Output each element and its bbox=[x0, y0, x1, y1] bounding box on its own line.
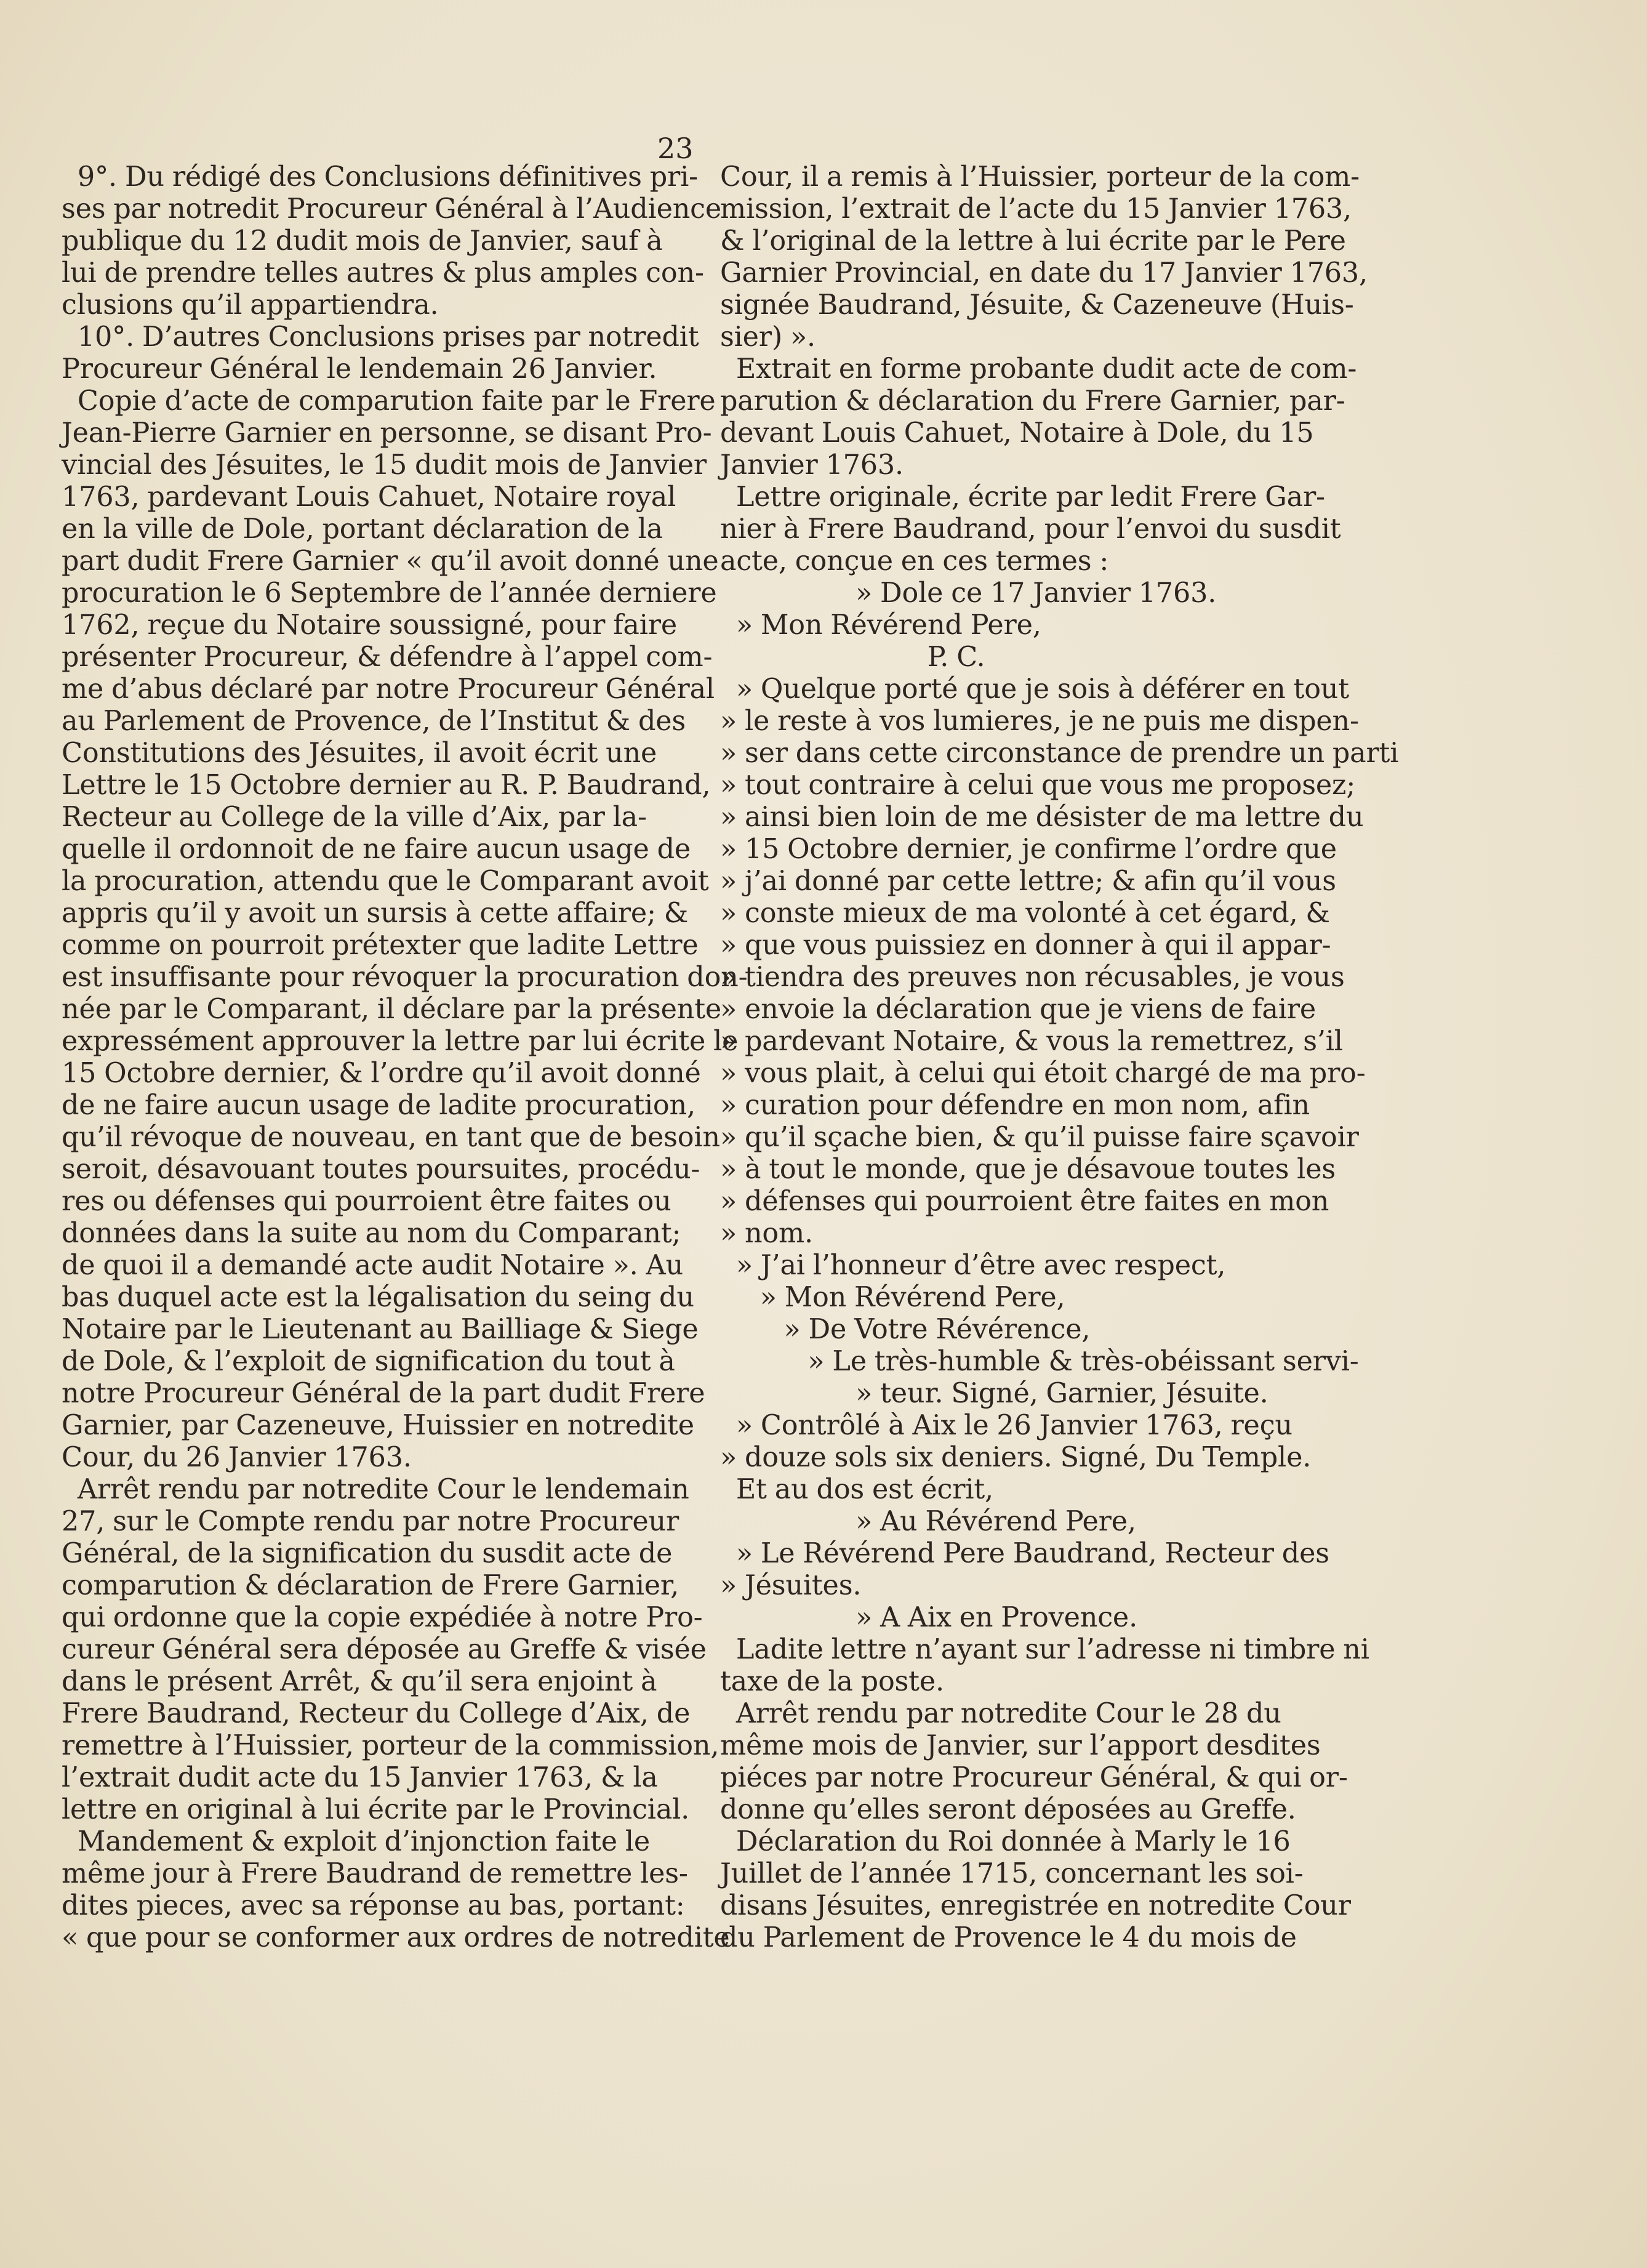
text-line: nier à Frere Baudrand, pour l’envoi du susdit bbox=[720, 513, 1341, 545]
text-line: 27, sur le Compte rendu par notre Procureur bbox=[62, 1506, 679, 1537]
text-line: » 15 Octobre dernier, je confirme l’ordre que bbox=[720, 834, 1337, 865]
text-line: dites pieces, avec sa réponse au bas, portant: bbox=[62, 1890, 685, 1921]
text-line: » tiendra des preuves non récusables, je vous bbox=[720, 962, 1345, 993]
text-line: Lettre originale, écrite par ledit Frere Gar- bbox=[720, 481, 1325, 513]
text-line: Recteur au College de la ville d’Aix, par la- bbox=[62, 802, 647, 833]
text-line: » Au Révérend Pere, bbox=[720, 1506, 1136, 1537]
text-line: » Le très-humble & très-obéissant servi- bbox=[720, 1346, 1359, 1377]
text-line: 1763, pardevant Louis Cahuet, Notaire royal bbox=[62, 481, 676, 513]
text-line: Notaire par le Lieutenant au Bailliage & Siege bbox=[62, 1314, 699, 1345]
left-column bbox=[62, 161, 748, 1954]
text-line: Jean-Pierre Garnier en personne, se disant Pro- bbox=[62, 417, 712, 449]
text-line: me d’abus déclaré par notre Procureur Général bbox=[62, 674, 715, 705]
text-line: Cour, il a remis à l’Huissier, porteur de la com- bbox=[720, 161, 1360, 193]
text-line: bas duquel acte est la légalisation du seing du bbox=[62, 1282, 694, 1313]
text-line: données dans la suite au nom du Comparant; bbox=[62, 1218, 681, 1249]
text-line: piéces par notre Procureur Général, & qui or- bbox=[720, 1762, 1348, 1793]
text-line: Juillet de l’année 1715, concernant les soi- bbox=[720, 1858, 1304, 1889]
text-line: » tout contraire à celui que vous me proposez; bbox=[720, 770, 1356, 801]
text-line: Extrait en forme probante dudit acte de com- bbox=[720, 353, 1357, 385]
text-line: 10°. D’autres Conclusions prises par notredit bbox=[62, 321, 699, 353]
text-line: 1762, reçue du Notaire soussigné, pour faire bbox=[62, 609, 677, 641]
text-line: » Mon Révérend Pere, bbox=[720, 609, 1041, 641]
text-line: Garnier, par Cazeneuve, Huissier en notredite bbox=[62, 1410, 694, 1441]
text-line: Constitutions des Jésuites, il avoit écrit une bbox=[62, 738, 657, 769]
text-line: » j’ai donné par cette lettre; & afin qu’il vous bbox=[720, 866, 1336, 897]
text-line: « que pour se conformer aux ordres de notredite bbox=[62, 1922, 730, 1953]
text-line: » curation pour défendre en mon nom, afin bbox=[720, 1090, 1310, 1121]
text-line: » A Aix en Provence. bbox=[720, 1602, 1138, 1633]
text-line: » De Votre Révérence, bbox=[720, 1314, 1091, 1345]
text-line: Arrêt rendu par notredite Cour le 28 du bbox=[720, 1698, 1281, 1729]
text-line: Copie d’acte de comparution faite par le Frere bbox=[62, 385, 716, 417]
text-line: » conste mieux de ma volonté à cet égard, & bbox=[720, 898, 1330, 929]
text-line: » à tout le monde, que je désavoue toutes les bbox=[720, 1154, 1336, 1185]
text-line: » J’ai l’honneur d’être avec respect, bbox=[720, 1250, 1226, 1281]
text-line: » Dole ce 17 Janvier 1763. bbox=[720, 577, 1217, 609]
text-line: vincial des Jésuites, le 15 dudit mois de Janvier bbox=[62, 449, 707, 481]
text-line: P. C. bbox=[720, 641, 985, 673]
text-line: Arrêt rendu par notredite Cour le lendemain bbox=[62, 1474, 689, 1505]
text-line: Général, de la signification du susdit acte de bbox=[62, 1538, 673, 1569]
text-line: acte, conçue en ces termes : bbox=[720, 545, 1109, 577]
text-line: expressément approuver la lettre par lui écrite le bbox=[62, 1026, 739, 1057]
text-line: » teur. Signé, Garnier, Jésuite. bbox=[720, 1378, 1268, 1409]
text-line: 15 Octobre dernier, & l’ordre qu’il avoit donné bbox=[62, 1058, 701, 1089]
right-column bbox=[720, 161, 1399, 1954]
text-line: parution & déclaration du Frere Garnier, par- bbox=[720, 385, 1345, 417]
text-line: du Parlement de Provence le 4 du mois de bbox=[720, 1922, 1297, 1953]
text-line: disans Jésuites, enregistrée en notredite Cour bbox=[720, 1890, 1351, 1921]
text-line: Garnier Provincial, en date du 17 Janvier 1763, bbox=[720, 257, 1368, 289]
text-line: » envoie la déclaration que je viens de faire bbox=[720, 994, 1316, 1025]
text-line: mission, l’extrait de l’acte du 15 Janvier 1763, bbox=[720, 193, 1352, 225]
text-line: » le reste à vos lumieres, je ne puis me dispen- bbox=[720, 706, 1359, 737]
text-line: » pardevant Notaire, & vous la remettrez, s’il bbox=[720, 1026, 1343, 1057]
text-line: » Contrôlé à Aix le 26 Janvier 1763, reçu bbox=[720, 1410, 1292, 1441]
text-line: » vous plait, à celui qui étoit chargé de ma pro- bbox=[720, 1058, 1366, 1089]
text-line: » douze sols six deniers. Signé, Du Temple. bbox=[720, 1442, 1312, 1473]
text-line: lui de prendre telles autres & plus amples con- bbox=[62, 257, 704, 289]
text-line: res ou défenses qui pourroient être faites ou bbox=[62, 1186, 671, 1217]
text-line: remettre à l’Huissier, porteur de la commission, bbox=[62, 1730, 719, 1761]
text-line: procuration le 6 Septembre de l’année derniere bbox=[62, 577, 717, 609]
text-line: Et au dos est écrit, bbox=[720, 1474, 993, 1505]
text-line: Mandement & exploit d’injonction faite le bbox=[62, 1826, 651, 1857]
text-line: cureur Général sera déposée au Greffe & visée bbox=[62, 1634, 707, 1665]
text-line: de Dole, & l’exploit de signification du tout à bbox=[62, 1346, 675, 1377]
text-line: lettre en original à lui écrite par le Provincial. bbox=[62, 1794, 690, 1825]
text-line: donne qu’elles seront déposées au Greffe. bbox=[720, 1794, 1296, 1825]
text-line: » Jésuites. bbox=[720, 1570, 862, 1601]
text-line: 9°. Du rédigé des Conclusions définitives pri- bbox=[62, 161, 698, 193]
text-line: » ainsi bien loin de me désister de ma lettre du bbox=[720, 802, 1364, 833]
text-line: quelle il ordonnoit de ne faire aucun usage de bbox=[62, 834, 691, 865]
text-line: seroit, désavouant toutes poursuites, procédu- bbox=[62, 1154, 700, 1185]
text-line: Lettre le 15 Octobre dernier au R. P. Baudrand, bbox=[62, 770, 711, 801]
text-line: taxe de la poste. bbox=[720, 1666, 944, 1697]
text-line: Cour, du 26 Janvier 1763. bbox=[62, 1442, 412, 1473]
text-line: » qu’il sçache bien, & qu’il puisse faire sçavoir bbox=[720, 1122, 1359, 1153]
text-line: notre Procureur Général de la part dudit Frere bbox=[62, 1378, 705, 1409]
text-line: » ser dans cette circonstance de prendre un parti bbox=[720, 738, 1399, 769]
text-line: la procuration, attendu que le Comparant avoit bbox=[62, 866, 709, 897]
text-line: Ladite lettre n’ayant sur l’adresse ni timbre ni bbox=[720, 1634, 1369, 1665]
text-line: qu’il révoque de nouveau, en tant que de besoin bbox=[62, 1122, 720, 1153]
text-line: & l’original de la lettre à lui écrite par le Pere bbox=[720, 225, 1346, 257]
text-line: Déclaration du Roi donnée à Marly le 16 bbox=[720, 1826, 1291, 1857]
text-line: est insuffisante pour révoquer la procuration don- bbox=[62, 962, 748, 993]
text-line: l’extrait dudit acte du 15 Janvier 1763, & la bbox=[62, 1762, 658, 1793]
text-line: de quoi il a demandé acte audit Notaire ». Au bbox=[62, 1250, 683, 1281]
text-line: de ne faire aucun usage de ladite procuration, bbox=[62, 1090, 695, 1121]
text-line: Janvier 1763. bbox=[720, 449, 904, 481]
text-line: qui ordonne que la copie expédiée à notre Pro- bbox=[62, 1602, 703, 1633]
page-number: 23 bbox=[657, 132, 694, 165]
text-line: devant Louis Cahuet, Notaire à Dole, du 15 bbox=[720, 417, 1314, 449]
text-line: Procureur Général le lendemain 26 Janvier. bbox=[62, 353, 657, 385]
text-line: Frere Baudrand, Recteur du College d’Aix, de bbox=[62, 1698, 691, 1729]
text-line: signée Baudrand, Jésuite, & Cazeneuve (Huis- bbox=[720, 289, 1354, 321]
text-line: même mois de Janvier, sur l’apport desdites bbox=[720, 1730, 1321, 1761]
text-line: présenter Procureur, & défendre à l’appel com- bbox=[62, 641, 713, 673]
text-line: » nom. bbox=[720, 1218, 813, 1249]
text-line: née par le Comparant, il déclare par la présente bbox=[62, 994, 722, 1025]
text-line: appris qu’il y avoit un sursis à cette affaire; & bbox=[62, 898, 689, 929]
text-line: clusions qu’il appartiendra. bbox=[62, 289, 439, 321]
text-line: ses par notredit Procureur Général à l’Audience bbox=[62, 193, 722, 225]
text-line: » Mon Révérend Pere, bbox=[720, 1282, 1065, 1313]
text-line: publique du 12 dudit mois de Janvier, sauf à bbox=[62, 225, 663, 257]
text-line: au Parlement de Provence, de l’Institut & des bbox=[62, 706, 686, 737]
text-line: dans le présent Arrêt, & qu’il sera enjoint à bbox=[62, 1666, 657, 1697]
text-line: » Quelque porté que je sois à déférer en tout bbox=[720, 674, 1349, 705]
text-line: en la ville de Dole, portant déclaration de la bbox=[62, 513, 663, 545]
text-line: comme on pourroit prétexter que ladite Lettre bbox=[62, 930, 699, 961]
text-line: même jour à Frere Baudrand de remettre les- bbox=[62, 1858, 688, 1889]
text-line: » défenses qui pourroient être faites en mon bbox=[720, 1186, 1329, 1217]
text-line: » que vous puissiez en donner à qui il appar- bbox=[720, 930, 1331, 961]
text-line: part dudit Frere Garnier « qu’il avoit donné une bbox=[62, 545, 719, 577]
text-line: sier) ». bbox=[720, 321, 815, 353]
text-line: comparution & déclaration de Frere Garnier, bbox=[62, 1570, 679, 1601]
text-line: » Le Révérend Pere Baudrand, Recteur des bbox=[720, 1538, 1329, 1569]
